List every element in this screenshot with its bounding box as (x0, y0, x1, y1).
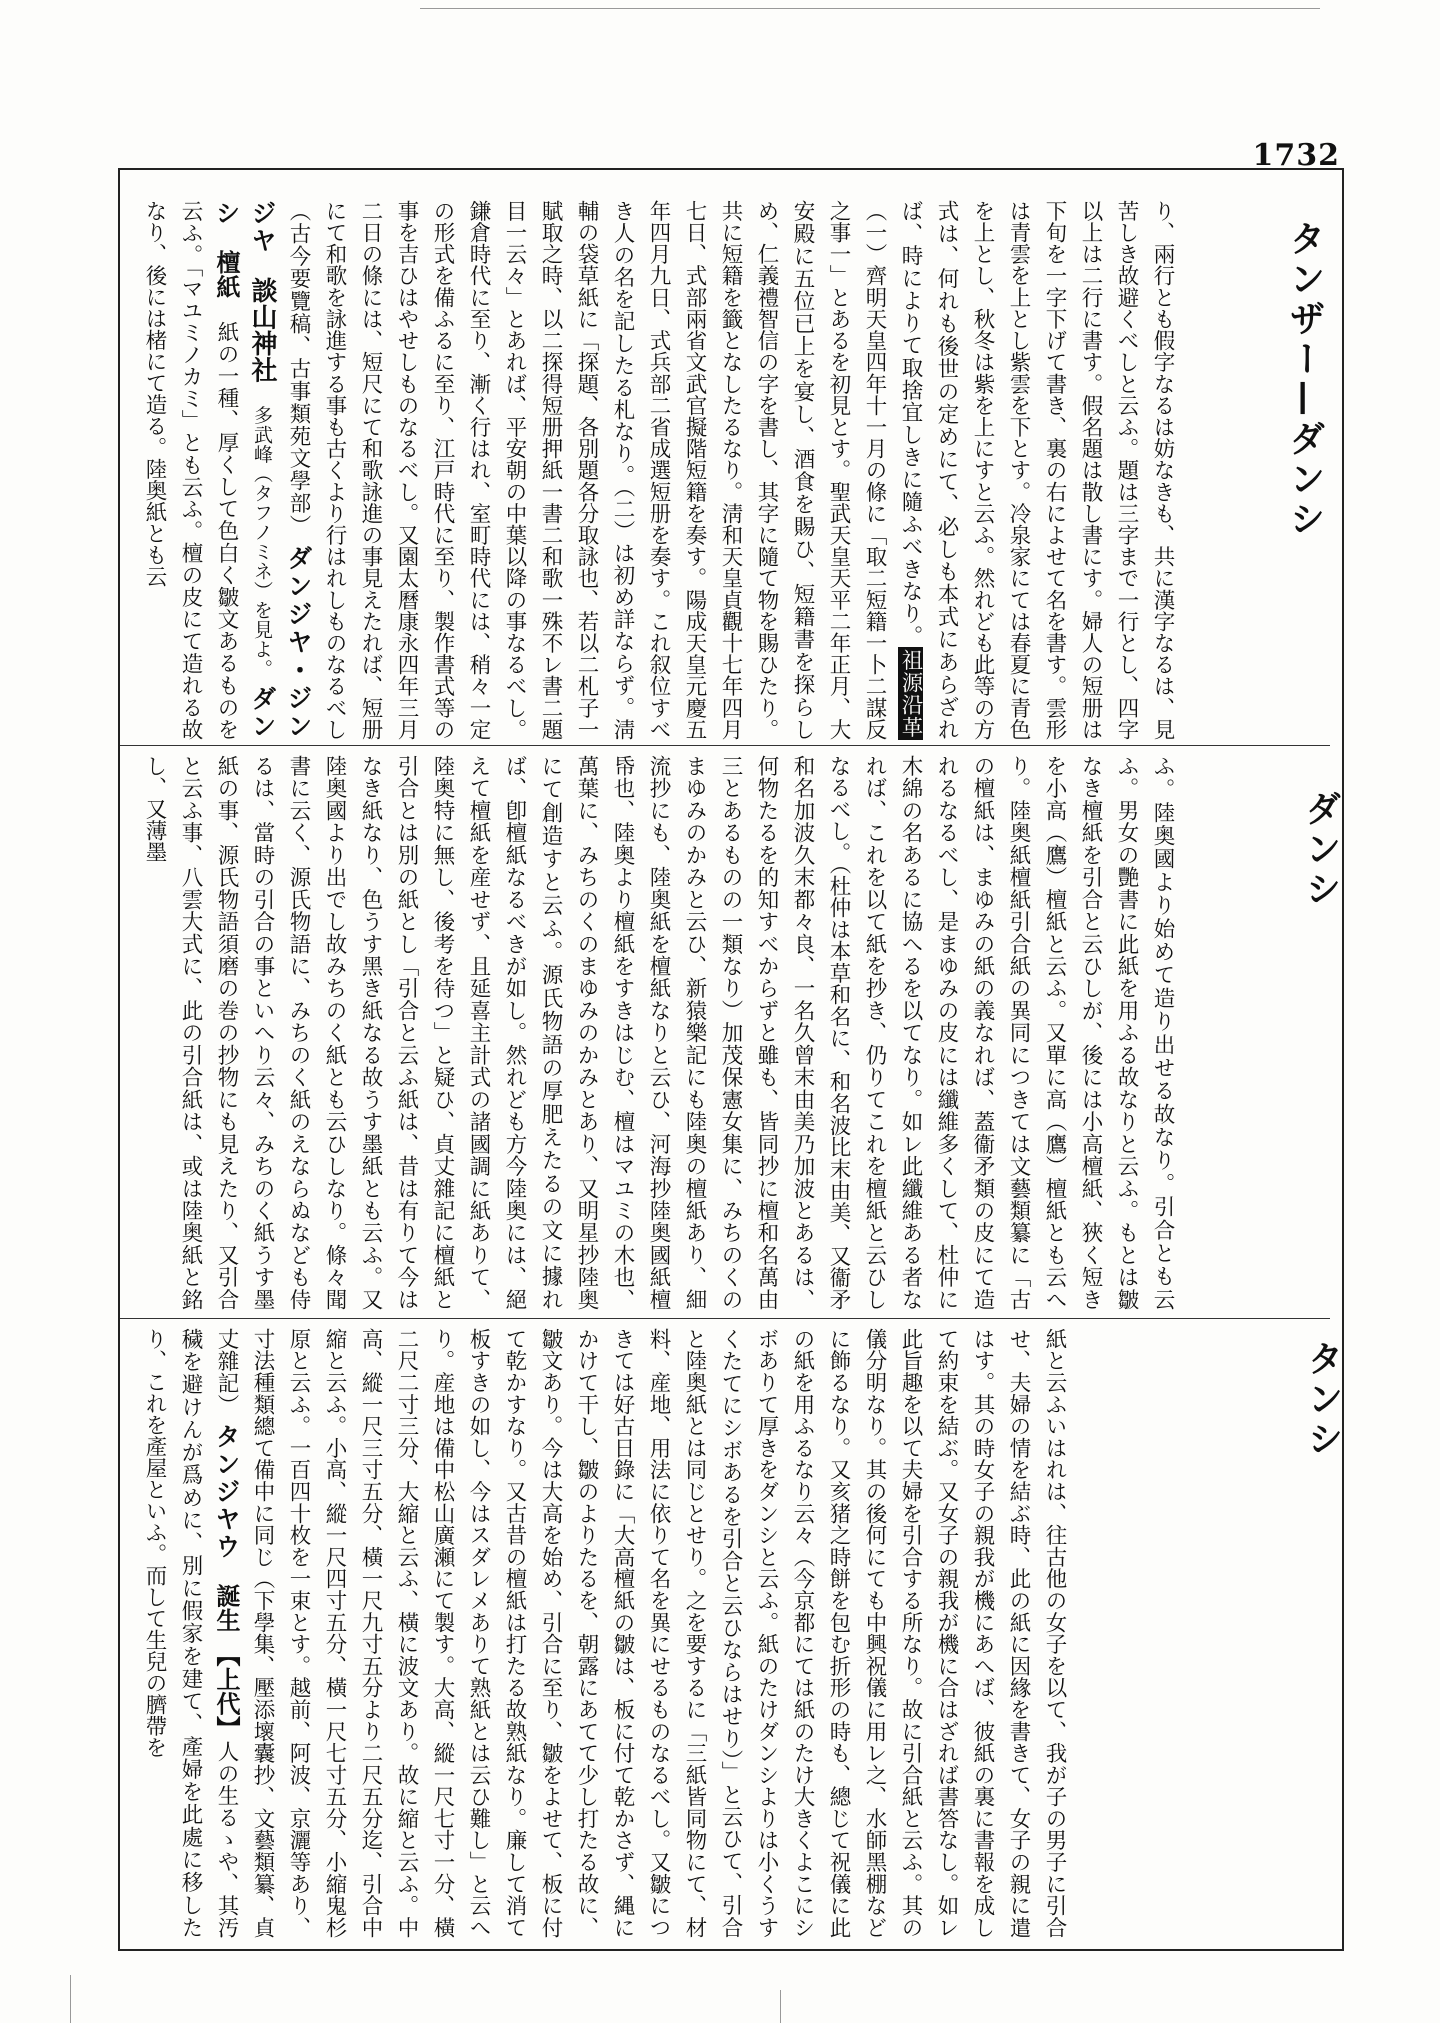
band-2-text (120, 755, 1196, 1310)
side-header-3: タンシ (1302, 1340, 1344, 1460)
side-header-2: ダンシ (1300, 790, 1342, 910)
band-1 (120, 200, 1330, 740)
scan-edge-bottom-right (780, 1990, 781, 2023)
page-number: 1732 (1252, 138, 1340, 173)
band-separator-2 (120, 1318, 1330, 1319)
entry-headword-danshi: ダンシ (212, 200, 277, 740)
scan-edge-top (420, 8, 1320, 9)
section-label-origin: 祖源沿革 (898, 649, 923, 739)
entry-headword-tanjou: タンジヤウ (212, 1423, 241, 1562)
entry-headword-danjaj: ダンジヤ・ジンジヤ (248, 200, 313, 740)
band-2-body: ふ。陸奥國より始めて造り出せる故なり。引合とも云ふ。男女の艷書に此紙を用ふる故なりと云ふ。もとは皺なき檀紙を引合と云ひしが、後には小高檀紙、狹く短きを小高（鷹）檀紙と云ふ。又單に高（鷹）檀紙とも云へり。陸奥紙檀紙引合紙の異同につきては文藝類纂に「古の檀紙は、まゆみの紙の義なれば、蓋衞矛類の皮にて造れるなるべし、是まゆみの皮には纖維多くして、杜仲に木綿の名あるに協へるを以てなり。如レ此纖維ある者なれば、これを以て紙を抄き、仍りてこれを檀紙と云ひしなるべし。（杜仲は本草和名に、和名波比末由美、又衞矛和名加波久末都々良、一名久曾末由美乃加波とあるは、何物たるを的知すべからずと雖も、皆同抄に檀和名萬由三とあるものの一類なり）加茂保憲女集に、みちのくのまゆみのかみと云ひ、新猿樂記にも陸奥の檀紙あり、細流抄にも、陸奥紙を檀紙なりと云ひ、河海抄陸奥國紙檀帋也、陸奥より檀紙をすきはじむ、檀はマユミの木也、萬葉に、みちのくのまゆみのかみとあり、又明星抄陸奥にて創造すと云ふ。源氏物語の厚肥えたるの文に據れば、卽檀紙なるべきが如し。然れども方今陸奥には、絕えて檀紙を産せず、且延喜主計式の諸國調に紙ありて、陸奥特に無し、後考を待つ」と疑ひ、貞丈雜記に檀紙と引合とは別の紙とし「引合と云ふ紙は、昔は有りて今はなき紙なり、色うす黑き紙なる故うす墨紙とも云ふ。又陸奥國より出でし故みちのく紙とも云ひしなり。條々聞書に云く、源氏物語に、みちのく紙のえならぬなども侍るは、當時の引合の事といへり云々、みちのく紙うす墨紙の事、源氏物語須磨の巻の抄物にも見えたり、又引合と云ふ事、八雲大式に、此の引合紙は、或は陸奥紙と銘し、又薄墨 (142, 755, 1175, 1310)
band-1-body: り、兩行とも假字なるは妨なきも、共に漢字なるは、見苦しき故避くべしと云ふ。題は三字まで一行とし、四字以上は二行に書す。假名題は散し書にす。婦人の短册は下旬を一字下げて書き、裏の右によせて名を書す。雲形は青雲を上とし紫雲を下とす。冷泉家にては春夏に青色を上とし、秋冬は紫を上にすと云ふ。然れども此等の方式は、何れも後世の定めにて、必しも本式にあらざれば、時によりて取捨宜しきに隨ふべきなり。 (898, 200, 1175, 740)
band-3-text (120, 1328, 1088, 1938)
entry-text-tanjou: 人の生るゝや、其汚穢を避けんが爲めに、別に假家を建て、產婦を此處に移したり、これを產屋といふ。而して生兒の臍帶を (142, 1328, 239, 1938)
band-3 (120, 1328, 1330, 1938)
scan-edge-bottom-left (70, 1975, 71, 2023)
entry-sub-jodai: 【上代】 (212, 1654, 241, 1741)
band-1-text (120, 200, 1196, 740)
band-1-body-2: （一）齊明天皇四年十一月の條に「取二短籍一卜二謀反之事一」とあるを初見とす。聖武天皇天平二年正月、大安殿に五位已上を宴し、酒食を賜ひ、短籍書を探らしめ、仁義禮智信の字を書し、其字に隨て物を賜ひたり。共に短籍を籤となしたるなり。淸和天皇貞觀十七年四月七日、式部兩省文武官擬階短籍を奏す。陽成天皇元慶五年四月九日、式兵部二省成選短册を奏す。これ叙位すべき人の名を記したる札なり。（二）は初め詳ならず。淸輔の袋草紙に「探題、各別題各分取詠也、若以二札子一賦取之時、以二探得短册押紙一書二和歌一殊不レ書二題目一云々」とあれば、平安朝の中葉以降の事なるべし。鎌倉時代に至り、漸く行はれ、室町時代には、稍々一定の形式を備ふるに至り、江戸時代に至り、製作書式等の事を吉ひはやせしものなるべし。又園太曆康永四年三月二日の條には、短尺にて和歌詠進の事見えたれば、短册にて和歌を詠進する事も古くより行はれしものなるべし（古今要覽稿、古事類苑文學部） (286, 200, 887, 740)
band-3-body: 紙と云ふいはれは、往古他の女子を以て、我が子の男子に引合せ、夫婦の情を結ぶ時、此の紙に因緣を書きて、女子の親に遣はす。其の時女子の親我が機にあへば、彼紙の裏に書報を成して約束を結ぶ。又女子の親我が機に合はざれば書答なし。如レ此旨趣を以て夫婦を引合する所なり。故に引合紙と云ふ。其の儀分明なり。其の後何にても中興祝儀に用レ之、水師黑棚などに飾るなり。又亥猪之時餅を包む折形の時も、總じて祝儀に此の紙を用ふるなり云々（今京都にては紙のたけ大きくよこにシボありて厚きをダンシと云ふ。紙のたけダンシよりは小くうすくたてにシボあるを引合と云ひならはせり）」と云ひて、引合と陸奥紙とは同じとせり。之を要するに「三紙皆同物にて、材料、産地、用法に依りて名を異にせるものなるべし。又皺につきては好古日錄に「大高檀紙の皺は、板に付て乾かさず、縄にかけて干し、皺のよりたるを、朝露にあてて少し打たる故に、皺文あり。今は大高を始め、引合に至り、皺をよせて、板に付て乾かすなり。又古昔の檀紙は打たる故熟紙なり。廉して消て板すきの如し、今はスダレメありて熟紙とは云ひ難し」と云へり。産地は備中松山廣瀬にて製す。大高、縱一尺七寸一分、橫二尺二寸三分、大縮と云ふ、橫に波文あり。故に縮と云ふ。中高、縱一尺三寸五分、橫一尺九寸五分より二尺五分迄、引合中縮と云ふ。小高、縱一尺四寸五分、橫一尺七寸五分、小縮鬼杉原と云ふ。一百四十枚を一束とす。越前、阿波、京灑等あり、寸法種類總て備中に同じ（下學集、壓添壞囊抄、文藝類纂、貞丈雜記） (214, 1328, 1067, 1938)
entry-text-danshi: 紙の一種、厚くして色白く皺文あるものを云ふ。「マユミノカミ」とも云ふ。檀の皮にて造れる故なり、後には楮にて造る。陸奥紙とも云 (142, 200, 239, 740)
band-2 (120, 755, 1330, 1310)
side-header-1: タンザー—ダンシ (1284, 220, 1326, 540)
band-separator-1 (120, 745, 1330, 746)
entry-ref-tonomine: 多武峰（タフノミネ）を見よ。 (251, 405, 273, 679)
entry-label-tanzan: 談山神社 (247, 277, 277, 384)
entry-label-danshi: 檀紙 (212, 249, 241, 299)
entry-label-tanjou: 誕生 (212, 1583, 241, 1633)
